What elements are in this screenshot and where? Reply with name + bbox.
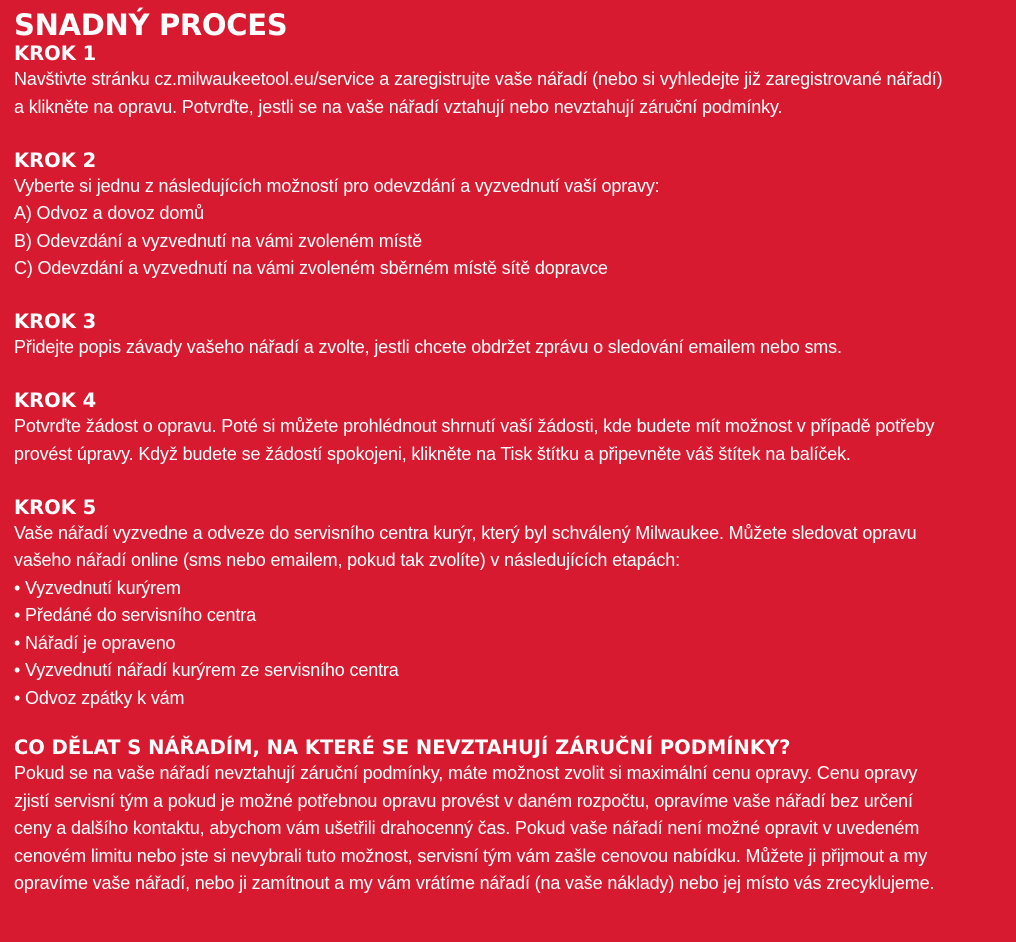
step-4 [14, 389, 1002, 468]
bullet-item: • Nářadí je opraveno [14, 630, 1002, 658]
step-3 [14, 310, 1002, 362]
step-2 [14, 149, 1002, 283]
option-item: B) Odevzdání a vyzvednutí na vámi zvoleném místě [14, 230, 422, 251]
option-item: C) Odevzdání a vyzvednutí na vámi zvoleném sběrném místě sítě dopravce [14, 258, 608, 278]
spacer [14, 283, 1002, 311]
step-text-line: Přidejte popis závady vašeho nářadí a zvolte, jestli chcete obdržet zprávu o sledování emailem nebo sms. [14, 337, 842, 357]
faq-text-line: zjistí servisní tým a pokud je možné potřebnou opravu provést v daném rozpočtu, opravíme vaše nářadí bez určení [14, 790, 913, 811]
spacer [14, 121, 1002, 149]
step-text-line: Navštivte stránku cz.milwaukeetool.eu/service a zaregistrujte vaše nářadí (nebo si vyhledejte již zaregistrované nářadí) [14, 69, 943, 89]
step-heading: KROK 3 [14, 310, 97, 333]
faq-text-line: ceny a dalšího kontaktu, abychom vám ušetřili drahocenný čas. Pokud vaše nářadí není možné opravit v uvedeném [14, 818, 920, 838]
step-text-line: provést úpravy. Když budete se žádostí spokojeni, klikněte na Tisk štítku a připevněte váš štítek na balíček. [14, 443, 851, 464]
bullet-item: • Předáné do servisního centra [14, 602, 1002, 630]
faq-text-line: Pokud se na vaše nářadí nevztahují záruční podmínky, máte možnost zvolit si maximální cenu opravy. Cenu opravy [14, 763, 918, 783]
step-heading: KROK 1 [14, 42, 97, 65]
page-title: SNADNÝ PROCES [14, 8, 288, 42]
step-heading: KROK 2 [14, 148, 97, 172]
bullet-item: • Odvoz zpátky k vám [14, 685, 1002, 713]
step-heading: KROK 4 [14, 389, 97, 412]
step-text-line: Vyberte si jednu z následujících možností pro odevzdání a vyzvednutí vaší opravy: [14, 175, 660, 196]
spacer [14, 712, 1002, 736]
option-item: A) Odvoz a dovoz domů [14, 203, 204, 223]
faq-heading: CO DĚLAT S NÁŘADÍM, NA KTERÉ SE NEVZTAHUJÍ ZÁRUČNÍ PODMÍNKY? [14, 736, 791, 759]
step-heading: KROK 5 [14, 495, 97, 519]
step-text-line: Vaše nářadí vyzvedne a odveze do servisního centra kurýr, který byl schválený Milwaukee. Můžete sledovat opravu [14, 522, 917, 543]
faq-text-line: opravíme vaše nářadí, nebo ji zamítnout a my vám vrátíme nářadí (na vaše náklady) nebo jej místo vás zrecyklujeme. [14, 873, 935, 893]
spacer [14, 468, 1002, 496]
step-1 [14, 42, 1002, 121]
spacer [14, 362, 1002, 390]
step-5 [14, 496, 1002, 713]
warranty-faq [14, 736, 1002, 898]
bullet-item: • Vyzvednutí nářadí kurýrem ze servisního centra [14, 657, 1002, 685]
faq-text-line: cenovém limitu nebo jste si nevybrali tuto možnost, servisní tým vám zašle cenovou nabídku. Můžete ji přijmout a my [14, 845, 928, 866]
bullet-item: • Vyzvednutí kurýrem [14, 575, 1002, 603]
step-text-line: vašeho nářadí online (sms nebo emailem, pokud tak zvolíte) v následujících etapách: [14, 550, 680, 570]
step-text-line: Potvrďte žádost o opravu. Poté si můžete prohlédnout shrnutí vaší žádosti, kde budete mít možnost v případě potřeby [14, 416, 935, 436]
step-text-line: a klikněte na opravu. Potvrďte, jestli se na vaše nářadí vztahují nebo nevztahují záruční podmínky. [14, 96, 783, 117]
